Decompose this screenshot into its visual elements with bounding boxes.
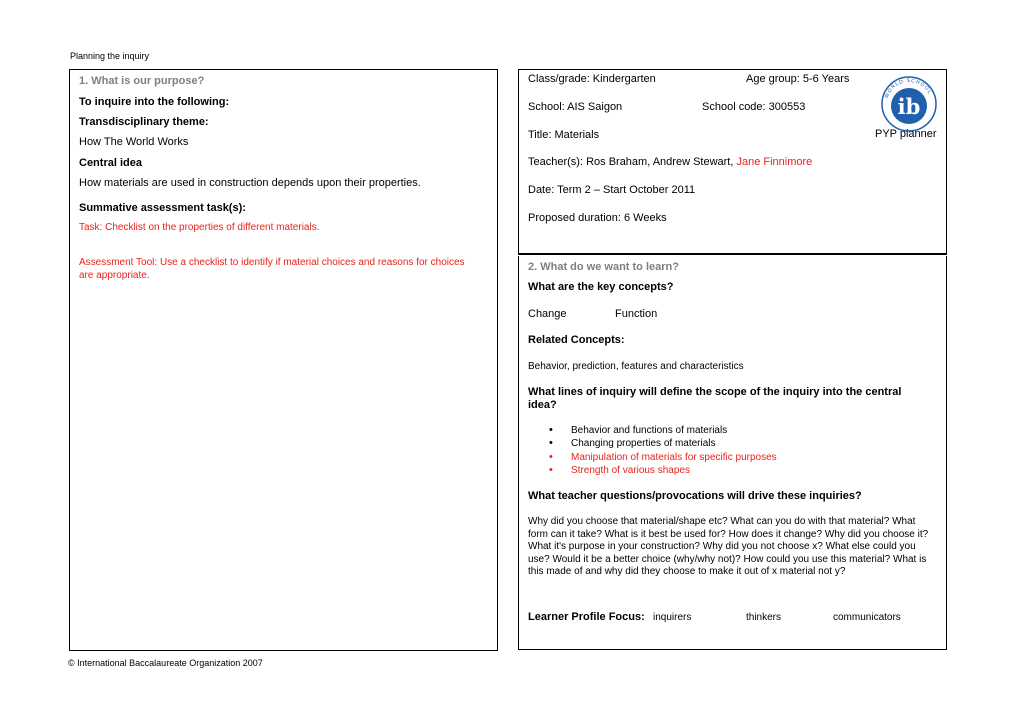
inquire-label: To inquire into the following: xyxy=(79,96,230,108)
learn-panel xyxy=(518,256,947,650)
ib-world-school-logo-icon xyxy=(879,74,939,134)
key-concepts-label: What are the key concepts? xyxy=(528,281,674,293)
learner-trait-3: communicators xyxy=(833,612,901,623)
logo-arc-text: WORLD SCHOOL xyxy=(883,77,933,100)
central-idea-label: Central idea xyxy=(79,157,142,169)
lines-of-inquiry-list xyxy=(549,425,777,478)
theme-label: Transdisciplinary theme: xyxy=(79,116,209,128)
school-code: School code: 300553 xyxy=(702,101,806,113)
list-item: • Behavior and functions of materials xyxy=(549,425,777,438)
list-item: • Changing properties of materials xyxy=(549,438,777,451)
class-grade: Class/grade: Kindergarten xyxy=(528,73,656,85)
related-concepts-label: Related Concepts: xyxy=(528,334,625,346)
teacher-questions-label: What teacher questions/provocations will drive these inquiries? xyxy=(528,490,862,502)
list-item: • Manipulation of materials for specific purposes xyxy=(549,452,777,465)
proposed-duration: Proposed duration: 6 Weeks xyxy=(528,212,667,224)
teacher-highlight: Jane Finnimore xyxy=(736,156,813,168)
key-concept-2: Function xyxy=(615,308,658,320)
age-group: Age group: 5-6 Years xyxy=(746,73,850,85)
theme-value: How The World Works xyxy=(79,136,189,148)
learner-profile xyxy=(528,611,645,623)
copyright-footer: © International Baccalaureate Organization 2007 xyxy=(68,658,263,668)
unit-title: Title: Materials xyxy=(528,129,600,141)
school-name: School: AIS Saigon xyxy=(528,101,623,113)
learner-trait-1: inquirers xyxy=(653,612,692,623)
learn-heading: 2. What do we want to learn? xyxy=(528,261,679,273)
unit-date: Date: Term 2 – Start October 2011 xyxy=(528,184,696,196)
teachers-names: Teacher(s): Ros Braham, Andrew Stewart, xyxy=(528,156,737,168)
page-header: Planning the inquiry xyxy=(70,51,150,61)
task-text: Task: Checklist on the properties of different materials. xyxy=(79,222,320,233)
logo-letters: ib xyxy=(897,94,921,119)
teachers xyxy=(528,156,812,168)
unit-info-panel xyxy=(518,69,947,255)
teacher-questions-text: Why did you choose that material/shape etc? What can you do with that material? What form can it take? What is it best be used for? How does it change? Why did you choose it? What it's purpose in your construction? Why did you not choose x? What else could you use? Would it be a better choice (why/why not)? How could you use this material? What is this made of and why did they choose to make it out of x material not y? xyxy=(528,516,929,578)
assessment-tool-text: Assessment Tool: Use a checklist to identify if material choices and reasons for choices are appropriate. xyxy=(79,257,465,281)
learner-trait-2: thinkers xyxy=(746,612,782,623)
summative-label: Summative assessment task(s): xyxy=(79,202,246,214)
purpose-heading: 1. What is our purpose? xyxy=(79,75,205,87)
lines-of-inquiry-label: What lines of inquiry will define the scope of the inquiry into the central idea? xyxy=(528,386,902,411)
learner-profile-label: Learner Profile Focus: xyxy=(528,611,645,623)
purpose-panel xyxy=(69,69,498,651)
list-item: • Strength of various shapes xyxy=(549,465,777,478)
central-idea-value: How materials are used in construction depends upon their properties. xyxy=(79,177,421,189)
pyp-planner-label: PYP planner xyxy=(875,128,937,140)
key-concept-1: Change xyxy=(528,308,567,320)
related-concepts-value: Behavior, prediction, features and characteristics xyxy=(528,361,744,372)
